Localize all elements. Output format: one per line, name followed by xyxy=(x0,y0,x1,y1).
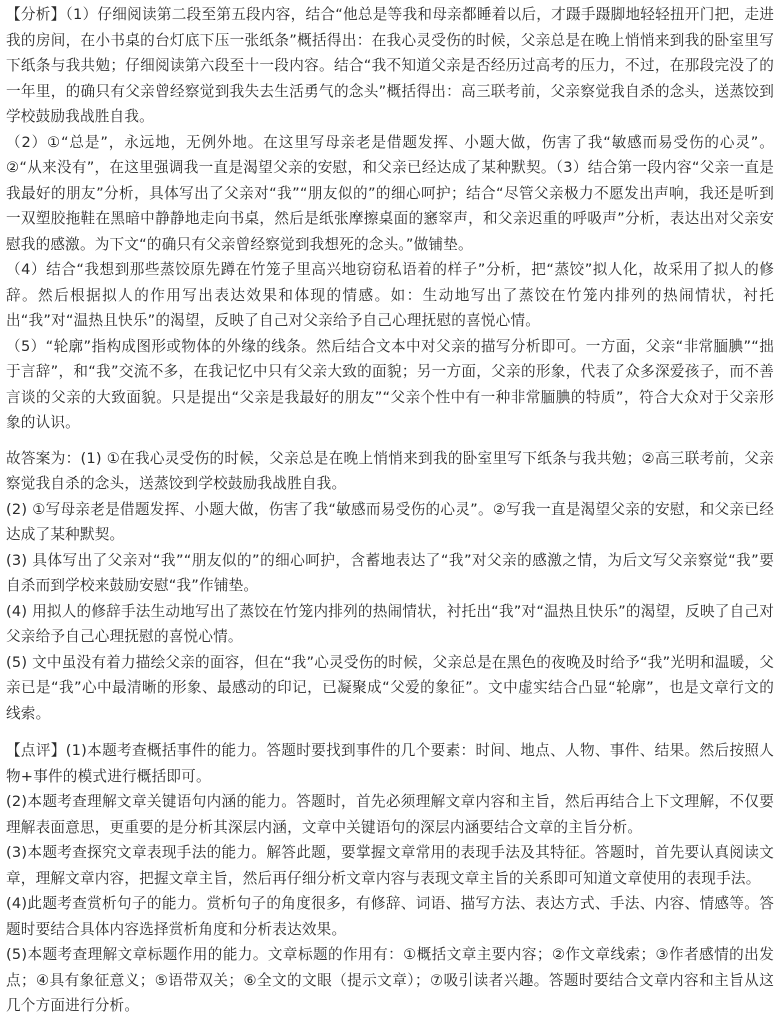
answer-5: (5) 文中虽没有着力描绘父亲的面容，但在“我”心灵受伤的时候，父亲总是在黑色的夜晚及时给予“我”光明和温暖，父亲已是“我”心中最清晰的形象、最感动的印记，已凝聚成“父爱的象征”。文中虚实结合凸显“轮廓”，也是文章行文的线索。 xyxy=(6,653,774,722)
analysis-part-2: （2）①“总是”，永远地，无例外地。在这里写母亲老是借题发挥、小题大做，伤害了我“敏感而易受伤的心灵”。②“从来没有”，在这里强调我一直是渴望父亲的安慰，和父亲已经达成了某种默契。（3）结合第一段内容“父亲一直是我最好的朋友”分析，具体写出了父亲对“我”“朋友似的”的细心呵护；结合“尽管父亲极力不愿发出声响，我还是听到一双塑胶拖鞋在黑暗中静静地走向书桌，然后是纸张摩擦桌面的窸窣声，和父亲迟重的呼吸声”分析，表达出对父亲安慰我的感激。为下文“的确只有父亲曾经察觉到我想死的念头。”做铺垫。 xyxy=(6,133,774,253)
answer-1: 故答案为：(1) ①在我心灵受伤的时候，父亲总是在晚上悄悄来到我的卧室里写下纸条与我共勉；②高三联考前，父亲察觉我自杀的念头，送蒸饺到学校鼓励我战胜自我。 xyxy=(6,449,774,492)
section-gap xyxy=(6,436,774,446)
comment-5: (5)本题考查理解文章标题作用的能力。文章标题的作用有：①概括文章主要内容；②作文章线索；③作者感情的出发点；④具有象征意义；⑤语带双关；⑥全文的文眼（提示文章）；⑦吸引读者兴趣。答题时要结合文章内容和主旨从这几个方面进行分析。 xyxy=(6,946,774,1014)
section-gap xyxy=(6,726,774,738)
comment-1: 【点评】(1)本题考查概括事件的能力。答题时要找到事件的几个要素：时间、地点、人物、事件、结果。然后按照人物+事件的模式进行概括即可。 xyxy=(6,742,774,785)
analysis-part-5: （5）“轮廓”指构成图形或物体的外缘的线条。然后结合文本中对父亲的描写分析即可。一方面，父亲“非常腼腆”“拙于言辞”，和“我”交流不多，在我记忆中只有父亲大致的面貌；另一方面，父亲的形象，代表了众多深爱孩子，而不善言谈的父亲的大致面貌。只是提出“父亲是我最好的朋友”“父亲个性中有一种非常腼腆的特质”，符合大众对于父亲形象的认识。 xyxy=(6,337,774,431)
comment-2: (2)本题考查理解文章关键语句内涵的能力。答题时，首先必须理解文章内容和主旨，然后再结合上下文理解，不仅要理解表面意思，更重要的是分析其深层内涵，文章中关键语句的深层内涵要结合文章的主旨分析。 xyxy=(6,793,774,836)
answer-3: (3) 具体写出了父亲对“我”“朋友似的”的细心呵护，含蓄地表达了“我”对父亲的感激之情，为后文写父亲察觉“我”要自杀而到学校来鼓励安慰“我”作铺垫。 xyxy=(6,551,774,594)
analysis-part-4: （4）结合“我想到那些蒸饺原先蹲在竹笼子里高兴地窃窃私语着的样子”分析，把“蒸饺”拟人化，故采用了拟人的修辞。然后根据拟人的作用写出表达效果和体现的情感。如：生动地写出了蒸饺在竹笼内排列的热闹情状，衬托出“我”对“温热且快乐”的渴望，反映了自己对父亲给予自己心理抚慰的喜悦心情。 xyxy=(6,261,774,329)
comment-4: (4)此题考查赏析句子的能力。赏析句子的角度很多，有修辞、词语、描写方法、表达方式、手法、内容、情感等。答题时要结合具体内容选择赏析角度和分析表达效果。 xyxy=(6,895,774,938)
analysis-part-1: 【分析】（1）仔细阅读第二段至第五段内容，结合“他总是等我和母亲都睡着以后，才蹑手蹑脚地轻轻扭开门把，走进我的房间，在小书桌的台灯底下压一张纸条”概括得出：在我心灵受伤的时候，父亲总是在晚上悄悄来到我的卧室里写下纸条与我共勉；仔细阅读第六段至十一段内容。结合“我不知道父亲是否经历过高考的压力，不过，在那段完没了的一年里，的确只有父亲曾经察觉到我失去生活勇气的念头”概括得出：高三联考前，父亲察觉我自杀的念头，送蒸饺到学校鼓励我战胜自我。 xyxy=(6,6,774,125)
answer-4: (4) 用拟人的修辞手法生动地写出了蒸饺在竹笼内排列的热闹情状，衬托出“我”对“温热且快乐”的渴望，反映了自己对父亲给予自己心理抚慰的喜悦心情。 xyxy=(6,602,774,645)
answer-2: (2) ①写母亲老是借题发挥、小题大做，伤害了我“敏感而易受伤的心灵”。②写我一直是渴望父亲的安慰，和父亲已经达成了某种默契。 xyxy=(6,500,774,543)
comment-3: (3)本题考查探究文章表现手法的能力。解答此题，要掌握文章常用的表现手法及其特征。答题时，首先要认真阅读文章，理解文章内容，把握文章主旨，然后再仔细分析文章内容与表现文章主旨的关系即可知道文章使用的表现手法。 xyxy=(6,844,774,887)
